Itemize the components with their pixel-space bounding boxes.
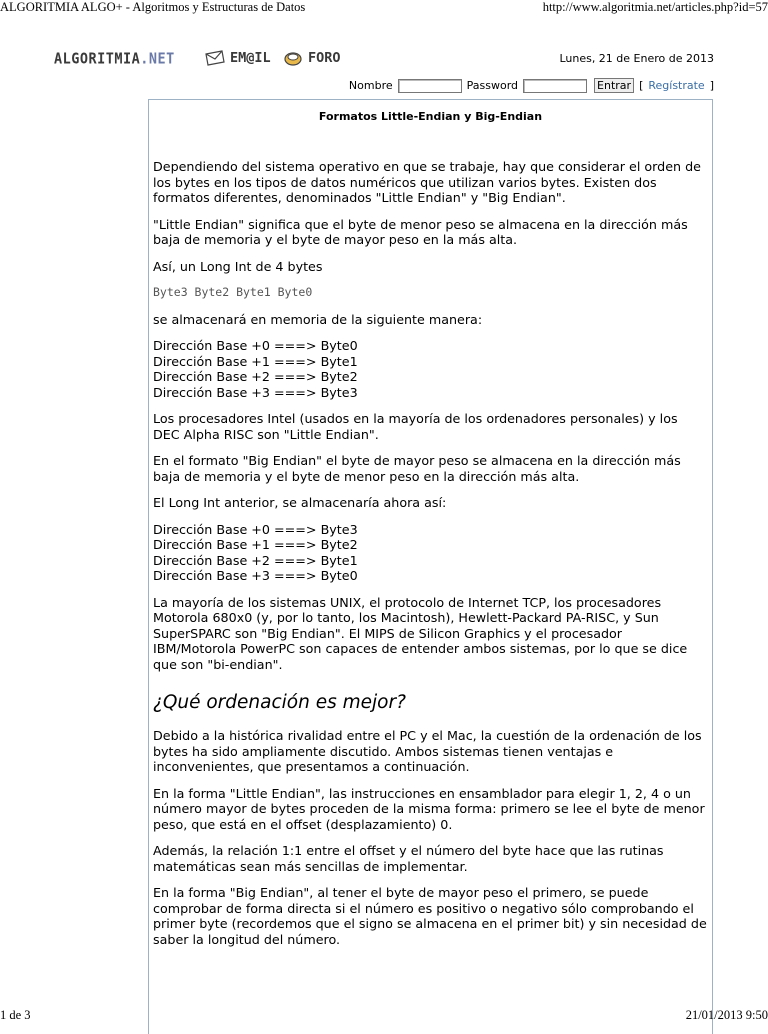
login-form <box>349 78 714 93</box>
section-heading: ¿Qué ordenación es mejor? <box>153 692 406 713</box>
email-link[interactable] <box>204 50 271 66</box>
forum-icon <box>282 50 304 66</box>
print-footer <box>0 1008 768 1024</box>
foro-link-label: FORO <box>308 50 341 66</box>
password-label: Password <box>466 79 519 92</box>
layout-line: Dirección Base +3 ===> Byte3 <box>153 384 358 400</box>
layout-line: Dirección Base +2 ===> Byte2 <box>153 369 358 384</box>
envelope-icon <box>204 50 226 66</box>
print-header <box>0 0 768 16</box>
name-label: Nombre <box>348 79 393 92</box>
layout-line: Dirección Base +1 ===> Byte2 <box>153 537 358 552</box>
paragraph-big-advantage: En la forma "Big Endian", al tener el byte de mayor peso el primero, se puede comprobar de forma directa si el número es positivo o negativo sólo comprobando el primer byte (recordemos que el signo se almacena en el primer bit) y sin necesidad de saber la longitud del número. <box>153 885 707 947</box>
layout-line: Dirección Base +2 ===> Byte1 <box>153 552 358 568</box>
password-input[interactable] <box>523 79 587 93</box>
print-header-url: http://www.algoritmia.net/articles.php?id=57 <box>542 0 768 14</box>
name-input[interactable] <box>398 79 462 93</box>
site-logo[interactable] <box>54 50 175 68</box>
layout-line: Dirección Base +3 ===> Byte0 <box>153 568 358 583</box>
print-timestamp: 21/01/2013 9:50 <box>685 1008 768 1022</box>
email-link-label: EM@IL <box>230 50 271 66</box>
layout-line: Dirección Base +0 ===> Byte3 <box>153 521 358 537</box>
paragraph-offset: Además, la relación 1:1 entre el offset y el número del byte hace que las rutinas matemáticas sean más sencillas de implementar. <box>153 843 664 874</box>
print-header-title: ALGORITMIA ALGO+ - Algoritmos y Estructuras de Datos <box>0 0 306 14</box>
paragraph-long-int-big: El Long Int anterior, se almacenaría ahora así: <box>153 495 447 510</box>
little-endian-layout <box>153 338 708 400</box>
layout-line: Dirección Base +0 ===> Byte0 <box>153 338 358 353</box>
bracket-open: [ <box>639 79 644 92</box>
paragraph-systems: La mayoría de los sistemas UNIX, el protocolo de Internet TCP, los procesadores Motorola 680x0 (y, por lo tanto, los Macintosh), Hewlett-Packard PA-RISC, y Sun SuperSPARC son "Big Endian". El MIPS de Silicon Graphics y el procesador IBM/Motorola PowerPC son capaces de entender ambos sistemas, por lo que se dice que son "bi-endian". <box>153 594 688 672</box>
paragraph-little-advantage: En la forma "Little Endian", las instrucciones en ensamblador para elegir 1, 2, 4 o un número mayor de bytes proceden de la misma forma: primero se lee el byte de menor peso, que está en el offset (desplazamiento) 0. <box>153 785 705 832</box>
layout-line: Dirección Base +1 ===> Byte1 <box>153 353 358 369</box>
big-endian-layout <box>153 522 708 584</box>
paragraph-long-int: Así, un Long Int de 4 bytes <box>153 258 323 274</box>
register-link[interactable]: Regístrate <box>648 79 705 92</box>
paragraph-storage: se almacenará en memoria de la siguiente manera: <box>153 311 483 327</box>
paragraph-little-endian-def: "Little Endian" significa que el byte de menor peso se almacena en la dirección más baja de memoria y el byte de mayor peso en la más alta. <box>153 216 688 247</box>
bracket-close: ] <box>709 79 714 92</box>
current-date: Lunes, 21 de Enero de 2013 <box>559 52 714 65</box>
enter-button[interactable]: Entrar <box>594 78 634 93</box>
paragraph-intro: Dependiendo del sistema operativo en que se trabaje, hay que considerar el orden de los bytes en los tipos de datos numéricos que utilizan varios bytes. Existen dos formatos diferentes, denominados "Little Endian" y "Big Endian". <box>153 159 701 205</box>
paragraph-rivalry: Debido a la histórica rivalidad entre el PC y el Mac, la cuestión de la ordenación de los bytes ha sido ampliamente discutido. Ambos sistemas tienen ventajas e inconvenientes, que presentamos a continuación. <box>153 728 702 774</box>
byte-sequence: Byte3 Byte2 Byte1 Byte0 <box>153 285 313 299</box>
logo-main: ALGORITMIA <box>54 50 141 68</box>
paragraph-intel: Los procesadores Intel (usados en la mayoría de los ordenadores personales) y los DEC Alpha RISC son "Little Endian". <box>153 411 678 442</box>
logo-tld: .NET <box>140 50 175 68</box>
foro-link[interactable] <box>282 50 341 66</box>
page-counter: 1 de 3 <box>0 1008 31 1022</box>
article-title: Formatos Little-Endian y Big-Endian <box>318 110 543 123</box>
article-box <box>148 99 713 1034</box>
paragraph-big-endian-def: En el formato "Big Endian" el byte de mayor peso se almacena en la dirección más baja de memoria y el byte de menor peso en la dirección más alta. <box>153 453 681 484</box>
